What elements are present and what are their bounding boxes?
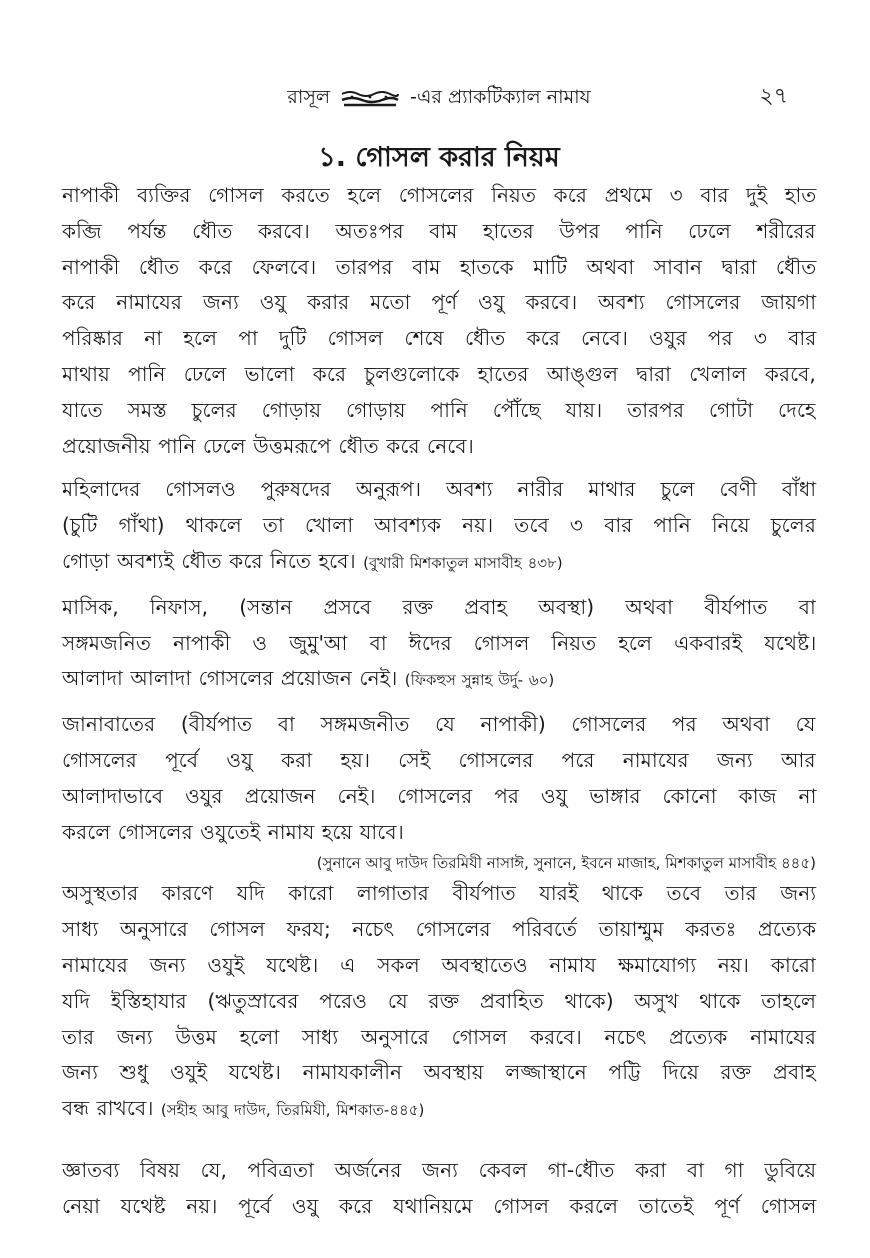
text-line: নাপাকী ব্যক্তির গোসল করতে হলে গোসলের নিয়ত করে প্রথমে ৩ বার দুই হাত <box>62 183 817 207</box>
text-line: সঙ্গমজনিত নাপাকী ও জুমু'আ বা ঈদের গোসল নিয়ত হলে একবারই যথেষ্ট। <box>62 630 817 655</box>
text-line: আলাদাভাবে ওযুর প্রয়োজন নেই। গোসলের পর ওযু ভাঙ্গার কোনো কাজ না <box>62 783 817 808</box>
text-line: করলে গোসলের ওযুতেই নামায হয়ে যাবে। <box>62 819 404 844</box>
running-title <box>62 80 816 114</box>
page-number: ২৭ <box>759 84 788 109</box>
chapter-title: ১. গোসল করার নিয়ম <box>318 142 560 173</box>
text-line: (চুটি গাঁথা) থাকলে তা খোলা আবশ্যক নয়। তবে ৩ বার পানি নিয়ে চুলের <box>62 513 816 538</box>
running-title-suffix: -এর প্র্যাকটিক্যাল নামায <box>410 86 591 108</box>
text-line: নেয়া যথেষ্ট নয়। পূর্বে ওযু করে যথানিয়মে গোসল করলে তাতেই পূর্ণ গোসল <box>62 1193 817 1218</box>
paragraph-6 <box>62 1153 816 1225</box>
running-header <box>62 80 816 114</box>
text-line: গোসলের পূর্বে ওযু করা হয়। সেই গোসলের পরে নামাযের জন্য আর <box>62 747 816 772</box>
text-line <box>62 661 816 699</box>
text-line-content: আলাদা আলাদা গোসলের প্রয়োজন নেই। <box>62 666 398 691</box>
text-line: সাধ্য অনুসারে গোসল ফরয; নচেৎ গোসলের পরিবর্তে তায়াম্মুম করতঃ প্রত্যেক <box>62 917 817 942</box>
running-title-prefix: রাসূল <box>287 86 331 108</box>
text-line: নামাযের জন্য ওযুই যথেষ্ট। এ সকল অবস্থাতেও নামায ক্ষমাযোগ্য নয়। কারো <box>62 952 816 977</box>
citation: (সহীহ আবু দাউদ, তিরমিযী, মিশকাত-৪৪৫) <box>160 1101 425 1120</box>
text-line: করে নামাযের জন্য ওযু করার মতো পূর্ণ ওযু করবে। অবশ্য গোসলের জায়গা <box>62 290 817 315</box>
text-line: জ্ঞাতব্য বিষয় যে, পবিত্রতা অর্জনের জন্য কেবল গা-ধৌত করা বা গা ডুবিয়ে <box>62 1157 817 1182</box>
text-line: পরিষ্কার না হলে পা দুটি গোসল শেষে ধৌত করে নেবে। ওযুর পর ৩ বার <box>62 326 817 351</box>
citation: (সুনানে আবু দাউদ তিরমিযী নাসাঈ, সুনানে, ইবনে মাজাহ, মিশকাতুল মাসাবীহ ৪৪৫) <box>316 854 816 873</box>
text-line <box>62 544 816 582</box>
text-line: যদি ইস্তিহাযার (ঋতুস্রাবের পরেও যে রক্ত প্রবাহিত থাকে) অসুখ থাকে তাহলে <box>62 988 817 1013</box>
text-line: নাপাকী ধৌত করে ফেলবে। তারপর বাম হাতকে মাটি অথবা সাবান দ্বারা ধৌত <box>62 254 817 279</box>
text-line: মাসিক, নিফাস, (সন্তান প্রসবে রক্ত প্রবাহ অবস্থা) অথবা বীর্যপাত বা <box>62 594 816 619</box>
text-line-content: গোড়া অবশ্যই ধৌত করে নিতে হবে। <box>62 548 356 573</box>
text-line <box>62 1091 816 1129</box>
text-line: মাথায় পানি ঢেলে ভালো করে চুলগুলোকে হাতের আঙ্গুল দ্বারা খেলাল করবে, <box>62 361 816 386</box>
text-line: জন্য শুধু ওযুই যথেষ্ট। নামাযকালীন অবস্থায় লজ্জাস্থানে পট্টি দিয়ে রক্ত প্রবাহ <box>62 1060 816 1085</box>
paragraph-5 <box>62 876 816 1129</box>
citation: (ফিকহুস সুন্নাহ উর্দু- ৬০) <box>404 671 555 690</box>
citation: (বুখারী মিশকাতুল মাসাবীহ ৪৩৮) <box>363 553 563 572</box>
paragraph-4 <box>62 707 816 850</box>
text-line: মহিলাদের গোসলও পুরুষদের অনুরূপ। অবশ্য নারীর মাথার চুলে বেণী বাঁধা <box>62 477 817 502</box>
text-line: প্রয়োজনীয় পানি ঢেলে উত্তমরূপে ধৌত করে নেবে। <box>62 433 474 458</box>
text-line: তার জন্য উত্তম হলো সাধ্য অনুসারে গোসল করবে। নচেৎ প্রত্যেক নামাযের <box>62 1024 816 1049</box>
calligraphy-seal-icon <box>338 88 402 108</box>
text-line: জানাবাতের (বীর্যপাত বা সঙ্গমজনীত যে নাপাকী) গোসলের পর অথবা যে <box>62 712 816 737</box>
paragraph-3 <box>62 590 816 699</box>
body-text <box>62 178 816 1225</box>
text-line-content: বন্ধ রাখবে। <box>62 1096 154 1121</box>
text-line: যাতে সমস্ত চুলের গোড়ায় গোড়ায় পানি পৌঁছে যায়। তারপর গোটা দেহে <box>62 397 816 422</box>
paragraph-1 <box>62 178 816 464</box>
text-line: কব্জি পর্যন্ত ধৌত করবে। অতঃপর বাম হাতের উপর পানি ঢেলে শরীরের <box>62 218 816 243</box>
text-line: অসুস্থতার কারণে যদি কারো লাগাতার বীর্যপাত যারই থাকে তবে তার জন্য <box>62 881 817 906</box>
paragraph-2 <box>62 472 816 581</box>
